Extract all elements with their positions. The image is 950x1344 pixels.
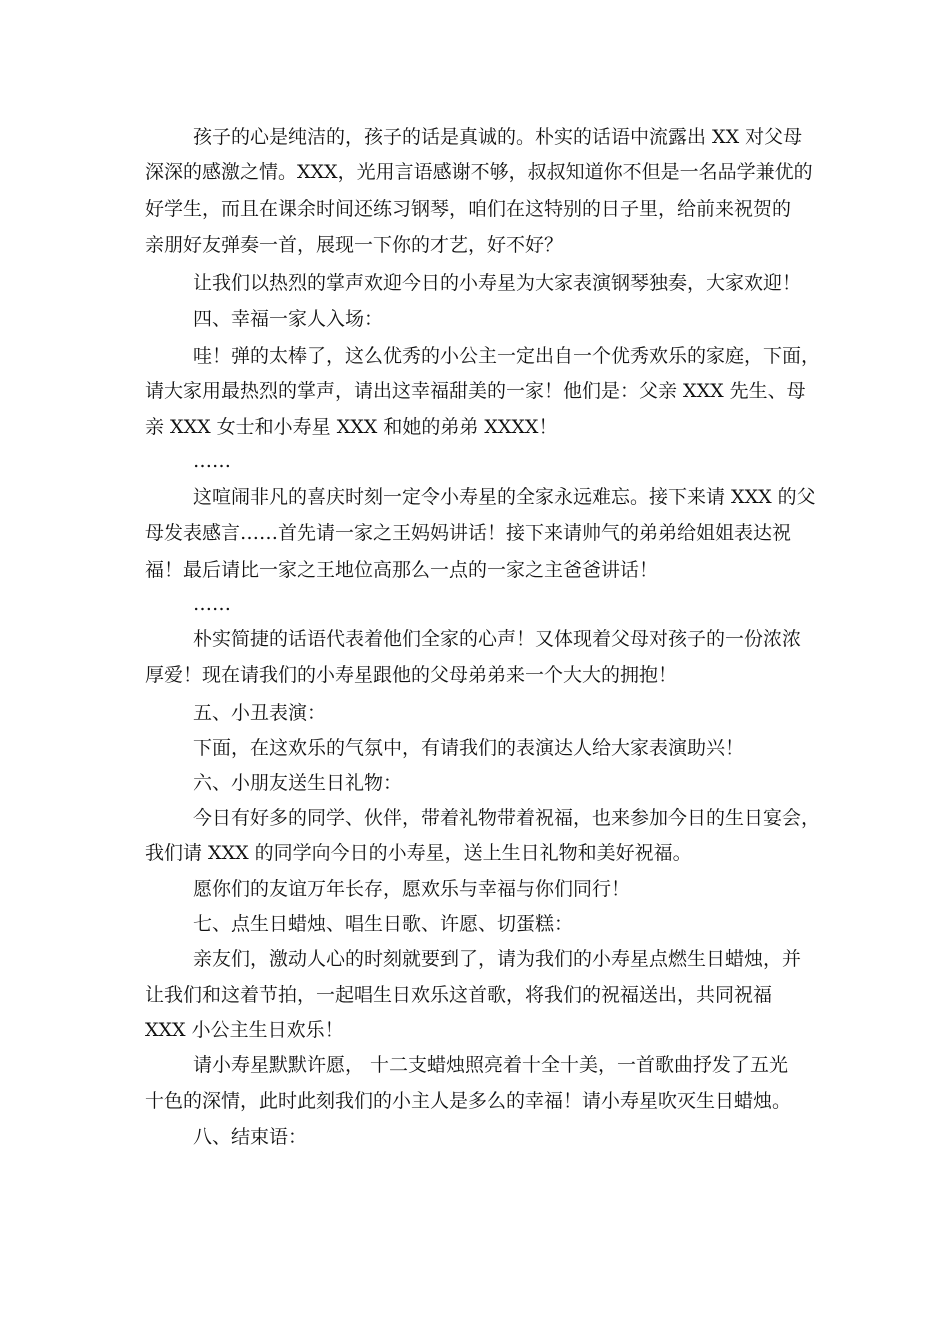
- section-heading: 八、结束语：: [193, 1126, 308, 1148]
- paragraph-line: 亲 XXX 女士和小寿星 XXX 和她的弟弟 XXXX！: [145, 416, 558, 438]
- section-heading: 七、点生日蜡烛、唱生日歌、许愿、切蛋糕：: [193, 913, 574, 935]
- paragraph-line: 孩子的心是纯洁的，孩子的话是真诚的。朴实的话语中流露出 XX 对父母: [193, 126, 803, 148]
- paragraph-line: 厚爱！现在请我们的小寿星跟他的父母弟弟来一个大大的拥抱！: [145, 664, 678, 686]
- paragraph-line: 亲友们，激动人心的时刻就要到了，请为我们的小寿星点燃生日蜡烛，并: [193, 948, 802, 970]
- paragraph-line: 今日有好多的同学、伙伴，带着礼物带着祝福，也来参加今日的生日宴会，: [193, 807, 821, 829]
- paragraph-line: 愿你们的友谊万年长存，愿欢乐与幸福与你们同行！: [193, 878, 631, 900]
- paragraph-line: 我们请 XXX 的同学向今日的小寿星，送上生日礼物和美好祝福。: [145, 842, 692, 864]
- paragraph-line: 请大家用最热烈的掌声，请出这幸福甜美的一家！他们是：父亲 XXX 先生、母: [145, 380, 806, 402]
- paragraph-line: 好学生，而且在课余时间还练习钢琴，咱们在这特别的日子里，给前来祝贺的: [145, 198, 792, 220]
- paragraph-line: 哇！弹的太棒了，这么优秀的小公主一定出自一个优秀欢乐的家庭，下面，: [193, 345, 821, 367]
- paragraph-line: 请小寿星默默许愿， 十二支蜡烛照亮着十全十美，一首歌曲抒发了五光: [193, 1054, 789, 1076]
- paragraph-line: 朴实简捷的话语代表着他们全家的心声！又体现着父母对孩子的一份浓浓: [193, 628, 802, 650]
- paragraph-line: 福！最后请比一家之王地位高那么一点的一家之主爸爸讲话！: [145, 559, 659, 581]
- paragraph-line: 深深的感激之情。XXX，光用言语感谢不够，叔叔知道你不但是一名品学兼优的: [145, 161, 813, 183]
- paragraph-line: 让我们以热烈的掌声欢迎今日的小寿星为大家表演钢琴独奏，大家欢迎！: [193, 272, 802, 294]
- ellipsis-line: ……: [193, 593, 231, 615]
- paragraph-line: 让我们和这着节拍，一起唱生日欢乐这首歌，将我们的祝福送出，共同祝福: [145, 984, 773, 1006]
- paragraph-line: XXX 小公主生日欢乐！: [145, 1019, 344, 1041]
- paragraph-line: 下面，在这欢乐的气氛中，有请我们的表演达人给大家表演助兴！: [193, 737, 745, 759]
- section-heading: 四、幸福一家人入场：: [193, 308, 384, 330]
- section-heading: 六、小朋友送生日礼物：: [193, 772, 403, 794]
- ellipsis-line: ……: [193, 450, 231, 472]
- section-heading: 五、小丑表演：: [193, 702, 327, 724]
- paragraph-line: 母发表感言……首先请一家之王妈妈讲话！接下来请帅气的弟弟给姐姐表达祝: [145, 522, 792, 544]
- paragraph-line: 这喧闹非凡的喜庆时刻一定令小寿星的全家永远难忘。接下来请 XXX 的父: [193, 486, 816, 508]
- paragraph-line: 亲朋好友弹奏一首，展现一下你的才艺，好不好？: [145, 234, 564, 256]
- paragraph-line: 十色的深情，此时此刻我们的小主人是多么的幸福！请小寿星吹灭生日蜡烛。: [145, 1090, 792, 1112]
